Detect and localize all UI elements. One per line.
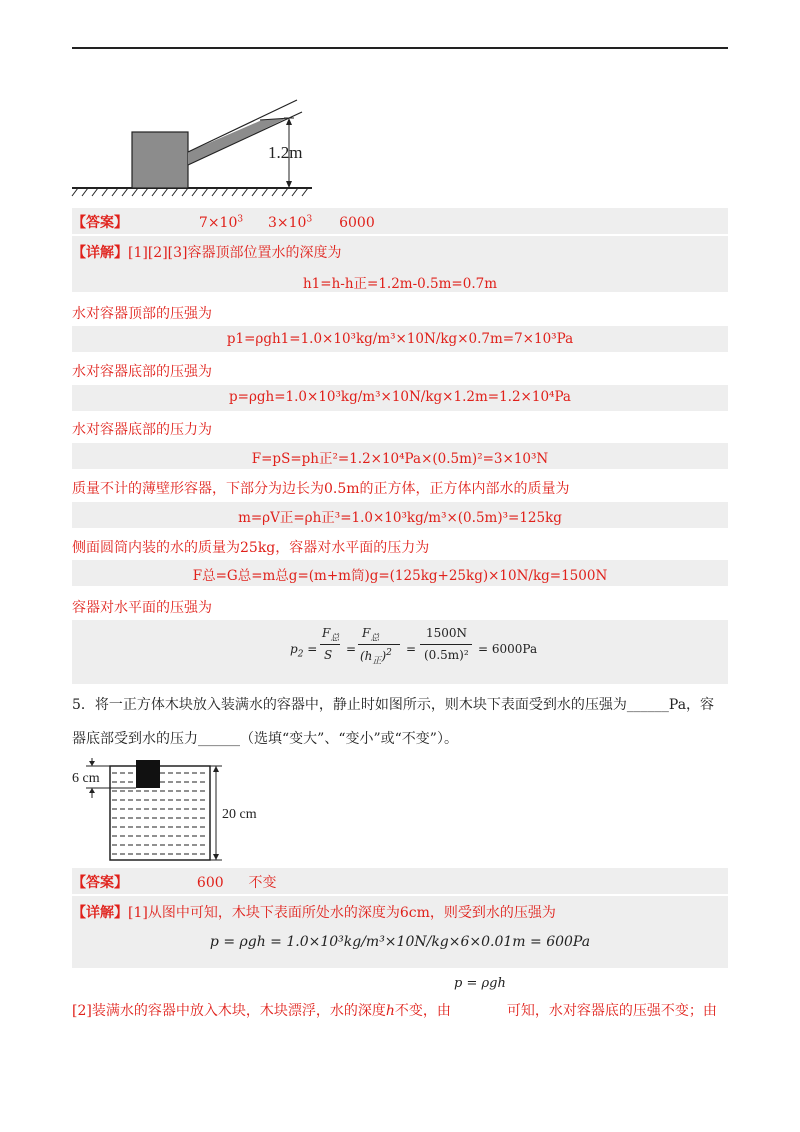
water-block-figure [72,758,257,866]
answer5-value-2: 不变 [248,875,277,891]
header-rule [72,47,728,49]
label-20cm: 20 cm [222,807,257,822]
detail5-line2: [2]装满水的容器中放入木块，木块漂浮，水的深度h不变，由 可知，水对容器底的压强不变；由 [72,1003,717,1019]
answer-row [72,212,375,232]
text-bottom-pressure: 水对容器底部的压强为 [72,364,212,380]
formula-inline: p = ρgh [454,976,506,991]
equation-m: m=ρV正=ρh正³=1.0×10³kg/m³×(0.5m)³=125kg [238,510,562,526]
answer-value-3: 6000 [339,215,375,231]
label-6cm: 6 cm [72,771,100,786]
text-top-pressure: 水对容器顶部的压强为 [72,306,212,322]
text-ground-pressure: 容器对水平面的压强为 [72,600,212,616]
detail-intro: 【详解】[1][2][3]容器顶部位置水的深度为 [72,245,342,261]
text-cylinder: 侧面圆筒内装的水的质量为25kg，容器对水平面的压力为 [72,540,430,556]
answer-tag: 【答案】 [72,215,128,231]
equation-600pa: p = ρgh = 1.0×10³kg/m³×10N/kg×6×0.01m = 600Pa [209,934,591,950]
equation-F-total: F总=G总=m总g=(m+m筒)g=(125kg+25kg)×10N/kg=1500N [192,568,608,584]
detail5-intro: 【详解】[1]从图中可知，木块下表面所处水的深度为6cm，则受到水的压强为 [72,905,556,921]
height-label: 1.2m [268,143,303,162]
text-bottom-force: 水对容器底部的压力为 [72,422,212,438]
eq-band-7 [72,620,728,684]
equation-F: F=pS=ph正²=1.2×10⁴Pa×(0.5m)²=3×10³N [251,451,549,467]
equation-h1: h1=h-h正=1.2m-0.5m=0.7m [302,276,498,292]
answer-value-1: $7\times 10^3$ [198,214,244,231]
text-mass: 质量不计的薄壁形容器，下部分为边长为0.5m的正方体，正方体内部水的质量为 [72,481,570,497]
container-tube-figure [72,90,322,200]
question-5-line1: 5．将一正方体木块放入装满水的容器中，静止时如图所示，则木块下表面受到水的压强为______Pa，容 [72,697,715,713]
answer5-value-1: 600 [196,875,224,891]
answer-value-2: $3\times 10^3$ [268,214,313,231]
question-5-line2: 器底部受到水的压力______（选填“变大”、“变小”或“不变”）。 [72,731,458,747]
equation-p1: p1=ρgh1=1.0×10³kg/m³×10N/kg×0.7m=7×10³Pa [226,331,574,347]
answer5-row: 【答案】 600 不变 [72,875,277,891]
equation-p: p=ρgh=1.0×10³kg/m³×10N/kg×1.2m=1.2×10⁴Pa [229,389,571,405]
